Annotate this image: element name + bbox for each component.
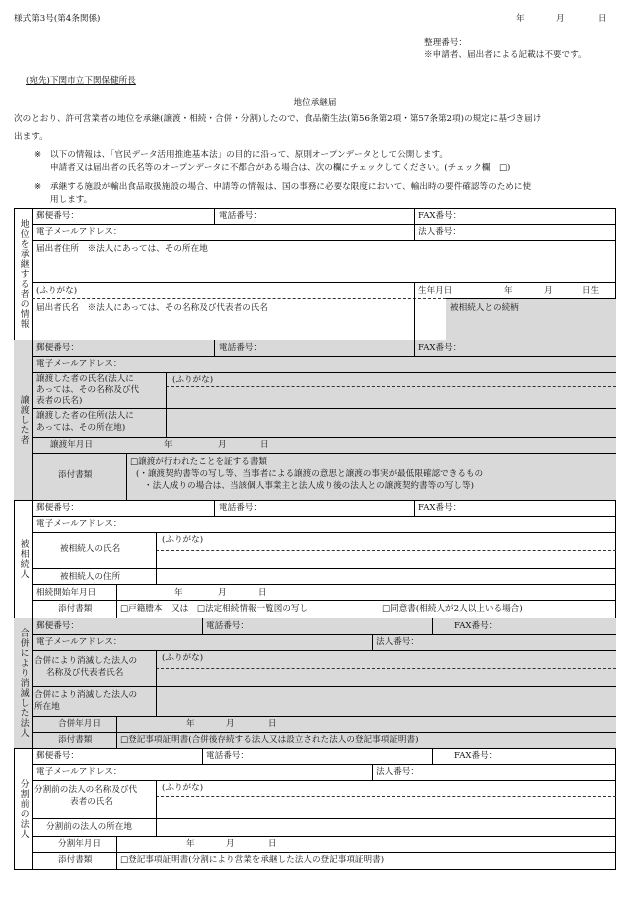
division-attachment-registry[interactable]: □登記事項証明書(分割により営業を承継した法人の登記事項証明書) bbox=[120, 855, 385, 865]
division-address-label: 分割前の法人の所在地 bbox=[46, 822, 132, 832]
decedent-section-label: 被相続人 bbox=[14, 500, 33, 618]
successor-email-field[interactable]: 電子メールアドレス： bbox=[36, 227, 122, 237]
merger-date-year[interactable]: 年 bbox=[186, 719, 195, 729]
merger-date-day[interactable]: 日 bbox=[268, 719, 277, 729]
intro-line-1: 次のとおり、許可営業者の地位を承継(譲渡・相続・合併・分割)したので、食品衛生法(第56条第2項・第57条第2項)の規定に基づき届け bbox=[14, 114, 542, 124]
transferor-email-field[interactable]: 電子メールアドレス： bbox=[36, 359, 122, 369]
merger-fax-field[interactable]: FAX番号： bbox=[454, 621, 498, 631]
division-name-label-2: 表者の氏名 bbox=[70, 797, 113, 807]
successor-section-label: 地位を承継する者の情報 bbox=[14, 208, 33, 340]
division-corp-number-field[interactable]: 法人番号： bbox=[376, 767, 419, 777]
successor-fax-field[interactable]: FAX番号： bbox=[418, 211, 462, 221]
successor-birth-day[interactable]: 日生 bbox=[582, 286, 600, 296]
transferor-name-label-1: 譲渡した者の氏名(法人に bbox=[36, 374, 134, 384]
merger-section-label: 合併により消滅した法人 bbox=[14, 618, 33, 748]
transferor-section bbox=[14, 340, 616, 500]
transferor-name-label-2: あっては、その名称及び代 bbox=[36, 385, 140, 395]
successor-address-field[interactable]: 届出者住所 ※法人にあっては、その所在地 bbox=[36, 244, 208, 254]
transferor-furigana-field[interactable]: (ふりがな) bbox=[172, 375, 214, 385]
merger-section bbox=[14, 618, 616, 748]
decedent-name-label: 被相続人の氏名 bbox=[60, 544, 121, 554]
transferor-attachment-note-1: (・譲渡契約書等の写し等、当事者による譲渡の意思と譲渡の事実が最低限確認できるもの bbox=[136, 469, 484, 479]
form-number: 様式第3号(第4条関係) bbox=[14, 14, 101, 24]
transfer-date-year[interactable]: 年 bbox=[164, 440, 173, 450]
reference-number-label: 整理番号： bbox=[424, 38, 467, 48]
division-date-month[interactable]: 月 bbox=[226, 839, 235, 849]
intro-line-2: 出ます。 bbox=[14, 132, 48, 142]
merger-attachment-registry[interactable]: □登記事項証明書(合併後存続する法人又は設立された法人の登記事項証明書) bbox=[120, 735, 419, 745]
merger-corp-number-field[interactable]: 法人番号： bbox=[376, 637, 419, 647]
transferor-address-label-2: あっては、その所在地) bbox=[36, 423, 126, 433]
note-1-line-2: 申請者又は届出者の氏名等のオープンデータに不都合がある場合は、次の欄にチェックしてください。(チェック欄 □) bbox=[50, 163, 511, 173]
successor-postal-field[interactable]: 郵便番号： bbox=[36, 211, 79, 221]
inheritance-date-label: 相続開始年月日 bbox=[36, 588, 97, 598]
merger-furigana-field[interactable]: (ふりがな) bbox=[162, 653, 204, 663]
transferor-postal-field[interactable]: 郵便番号： bbox=[36, 343, 79, 353]
note-2-line-1: 承継する施設が輸出食品取扱施設の場合、申請等の情報は、国の事務に必要な限度において、輸出時の要件確認等のために使 bbox=[50, 182, 532, 192]
division-fax-field[interactable]: FAX番号： bbox=[454, 751, 498, 761]
merger-postal-field[interactable]: 郵便番号： bbox=[36, 621, 79, 631]
merger-address-label-1: 合併により消滅した法人の bbox=[34, 690, 138, 700]
division-date-year[interactable]: 年 bbox=[186, 839, 195, 849]
note-1-mark: ※ bbox=[34, 150, 42, 160]
division-date-day[interactable]: 日 bbox=[268, 839, 277, 849]
transfer-date-month[interactable]: 月 bbox=[218, 440, 227, 450]
note-2-mark: ※ bbox=[34, 182, 42, 192]
inheritance-date-day[interactable]: 日 bbox=[258, 588, 267, 598]
division-date-label: 分割年月日 bbox=[58, 839, 101, 849]
date-month: 月 bbox=[556, 14, 565, 24]
decedent-section bbox=[14, 500, 616, 618]
reference-number-note: ※申請者、届出者による記載は不要です。 bbox=[424, 50, 587, 60]
division-furigana-field[interactable]: (ふりがな) bbox=[162, 783, 204, 793]
decedent-postal-field[interactable]: 郵便番号： bbox=[36, 503, 79, 513]
merger-name-label-2: 名称及び代表者氏名 bbox=[46, 668, 124, 678]
decedent-fax-field[interactable]: FAX番号： bbox=[418, 503, 462, 513]
decedent-attachment-consent[interactable]: □同意書(相続人が2人以上いる場合) bbox=[382, 604, 523, 614]
decedent-furigana-field[interactable]: (ふりがな) bbox=[162, 535, 204, 545]
merger-date-label: 合併年月日 bbox=[58, 719, 101, 729]
transferor-address-label-1: 譲渡した者の住所(法人に bbox=[36, 411, 134, 421]
successor-birth-year[interactable]: 年 bbox=[504, 286, 513, 296]
decedent-address-label: 被相続人の住所 bbox=[60, 572, 121, 582]
division-section-label: 分割前の法人 bbox=[14, 748, 33, 870]
merger-phone-field[interactable]: 電話番号： bbox=[206, 621, 249, 631]
decedent-attachment-koseki[interactable]: □戸籍謄本 又は □法定相続情報一覧図の写し bbox=[120, 604, 309, 614]
merger-email-field[interactable]: 電子メールアドレス： bbox=[36, 637, 122, 647]
division-name-label-1: 分割前の法人の名称及び代 bbox=[34, 785, 138, 795]
date-day: 日 bbox=[598, 14, 607, 24]
document-title: 地位承継届 bbox=[293, 98, 337, 108]
transferor-attachments-label: 添付書類 bbox=[58, 470, 93, 480]
transfer-date-day[interactable]: 日 bbox=[260, 440, 269, 450]
transferor-attachment-note-2: ・法人成りの場合は、当該個人事業主と法人成り後の法人との譲渡契約書等の写し等) bbox=[144, 481, 474, 491]
successor-furigana-field[interactable]: (ふりがな) bbox=[36, 286, 78, 296]
transferor-attachment-checkbox[interactable]: □譲渡が行われたことを証する書類 bbox=[130, 457, 268, 467]
successor-corp-number-field[interactable]: 法人番号： bbox=[418, 227, 461, 237]
successor-section bbox=[14, 208, 616, 340]
merger-name-label-1: 合併により消滅した法人の bbox=[34, 656, 138, 666]
note-2-line-2: 用します。 bbox=[50, 195, 93, 205]
inheritance-date-month[interactable]: 月 bbox=[218, 588, 227, 598]
inheritance-date-year[interactable]: 年 bbox=[174, 588, 183, 598]
successor-birth-label: 生年月日 bbox=[418, 286, 453, 296]
merger-attachments-label: 添付書類 bbox=[58, 735, 93, 745]
transferor-name-label-3: 表者の氏名) bbox=[36, 396, 83, 406]
successor-phone-field[interactable]: 電話番号： bbox=[219, 211, 262, 221]
division-postal-field[interactable]: 郵便番号： bbox=[36, 751, 79, 761]
division-phone-field[interactable]: 電話番号： bbox=[206, 751, 249, 761]
transferor-section-label: 譲渡した者 bbox=[14, 340, 33, 500]
division-email-field[interactable]: 電子メールアドレス： bbox=[36, 767, 122, 777]
merger-date-month[interactable]: 月 bbox=[226, 719, 235, 729]
successor-birth-month[interactable]: 月 bbox=[544, 286, 553, 296]
decedent-attachments-label: 添付書類 bbox=[58, 604, 93, 614]
transferor-phone-field[interactable]: 電話番号： bbox=[219, 343, 262, 353]
note-1-line-1: 以下の情報は、「官民データ活用推進基本法」の目的に沿って、原則オープンデータとして公開します。 bbox=[50, 150, 448, 160]
date-year: 年 bbox=[516, 14, 525, 24]
addressee: (宛先)下関市立下関保健所長 bbox=[26, 76, 136, 86]
successor-relation-field[interactable]: 被相続人との続柄 bbox=[450, 303, 519, 313]
division-section bbox=[14, 748, 616, 870]
merger-address-label-2: 所在地 bbox=[34, 702, 60, 712]
decedent-phone-field[interactable]: 電話番号： bbox=[219, 503, 262, 513]
division-attachments-label: 添付書類 bbox=[58, 855, 93, 865]
transfer-date-label: 譲渡年月日 bbox=[50, 440, 93, 450]
transferor-fax-field[interactable]: FAX番号： bbox=[418, 343, 462, 353]
successor-name-field[interactable]: 届出者氏名 ※法人にあっては、その名称及び代表者の氏名 bbox=[36, 303, 268, 313]
decedent-email-field[interactable]: 電子メールアドレス： bbox=[36, 519, 122, 529]
